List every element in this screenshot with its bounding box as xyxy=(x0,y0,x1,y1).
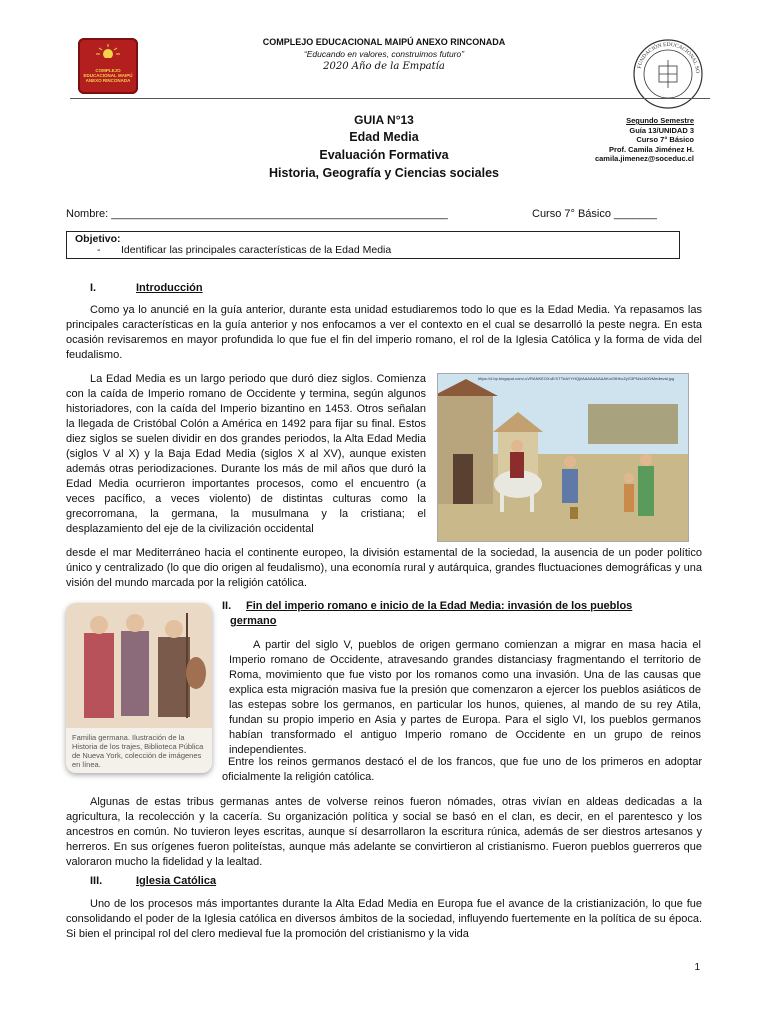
section2-number: II. xyxy=(222,600,232,612)
seal-text: FUNDACIÓN EDUCACIONAL SO xyxy=(636,41,701,74)
section1-number: I. xyxy=(90,282,97,294)
section3-paragraph1: Uno de los procesos más importantes durante la Alta Edad Media en Europa fue el avance de la cristianización, lo que fue consolidando el poder de la Iglesia católica en diversos ámbitos de la sociedad, influyendo fuertemente en la política de su época. Si bien el principal rol del clero medieval fue la promoción del cristianismo y la vida xyxy=(66,898,702,940)
school-motto: “Educando en valores, construimos futuro” xyxy=(303,49,465,59)
section3-title: Iglesia Católica xyxy=(136,875,217,887)
section2-paragraph1: A partir del siglo V, pueblos de origen germano comienzan a migrar en masa hacia el Imperio romano de Occidente, atravesando grandes distanciasy fragmentando el territorio de Roma, movimiento que fue visto por los romanos como una invasión. Una de las causas que explica esta migración masiva fue la presión que comenzaron a ejercer los pueblos asiáticos de las estepas sobre los germanos, en particular los hunos, quienes, al mando de su rey Atila, fundan su propio imperio en Asia y partes de Europa. Para el siglo VI, los pueblos germanos habían transformado el antiguo Imperio romano de Occidente en un grupo de reinos independientes. xyxy=(229,639,701,756)
name-row xyxy=(66,208,686,220)
section1-paragraph2-start: La Edad Media es un largo periodo que duró diez siglos. Comienza con la caída de Imperio romano de Occidente y termina, según algunos historiadores, con la caída del Imperio bizantino en 1453. Otros señalan la llegada de Cristóbal Colón a América en 1492 para fijar su final. Estos diez siglos se suelen dividir en dos grandes periodos, la Alta Edad Media (siglos V al X) y la Baja Edad Media (siglos X al XV), aunque existen además otras periodizaciones. Durante los más de mil años que duró la Edad Media ocurrieron importantes procesos, como el encuentro (a veces pacífico, a veces violento) de distintas culturas como la grecorromana, la germana, la musulmana y la cristiana; el desplazamiento del eje de la civilización occidental xyxy=(66,373,426,535)
section2-title-line1: Fin del imperio romano e inicio de la Edad Media: invasión de los pueblos xyxy=(246,600,633,612)
school-name: COMPLEJO EDUCACIONAL MAIPÚ ANEXO RINCONADA xyxy=(262,37,506,47)
course: Curso 7° Básico xyxy=(636,135,694,144)
image-url: https://4.bp.blogspot.com/-uVRANKEOXuE/XTTbAYYHQjl/AAAAAAAAAKo/GtHhcZyG3PN/s1600/Medieval.jpg xyxy=(478,376,675,381)
header-divider xyxy=(70,98,710,99)
teacher: Prof. Camila Jiménez H. xyxy=(608,144,694,154)
germanic-family-figure xyxy=(66,603,212,773)
section2-paragraph2: Algunas de estas tribus germanas antes de volverse reinos fueron nómades, otras vivían en aldeas dedicadas a la agricultura, la recolección y la cacería. Su organización política y social se basó en el clan, es decir, en el parentesco y los ancestros en común. No tuvieron leyes escritas, aunque sí desarrollaron la escritura rúnica, además de ser diestros artesanos y herreros. En sus orígenes fueron politeístas, aunque más adelante se convirtieron al cristianismo. Fueron pueblos guerreros que valoraron mucho la fidelidad y la lealtad. xyxy=(66,796,702,868)
section1-paragraph1: Como ya lo anuncié en la guía anterior, durante esta unidad estudiaremos todo lo que es la Edad Media. Ya repasamos las principales características en la guía anterior y nos enfocamos a ver el contexto en el cual se desarrolló la peste negra. En esta ocasión revisaremos en mayor profundida lo que fue el fin del imperio romano, el rol de la Iglesia Católica y la forma de vida del feudalismo. xyxy=(66,304,702,361)
medieval-village-image xyxy=(437,373,689,542)
objective-box xyxy=(66,231,680,259)
course-field[interactable]: Curso 7° Básico _______ xyxy=(532,208,657,220)
section1-title: Introducción xyxy=(136,282,203,294)
name-field[interactable]: Nombre: _______________________________________________________ xyxy=(66,208,448,220)
section1-paragraph2-end: desde el mar Mediterráneo hacia el continente europeo, la división estamental de la sociedad, la ausencia de un poder político único y centralizado (lo que dio origen al feudalismo), una economía rural y autárquica, grandes fluctuaciones demográficas y una visión del mundo marcada por la religión católica. xyxy=(66,547,702,589)
guide-type: Evaluación Formativa xyxy=(319,148,449,162)
guide-number: GUIA N°13 xyxy=(354,113,414,127)
unit: Guía 13/UNIDAD 3 xyxy=(629,125,694,135)
objective-label: Objetivo: xyxy=(75,233,121,245)
year-motto: 2020 Año de la Empatía xyxy=(323,61,445,72)
section2-title-line2: germano xyxy=(230,615,277,627)
figure-caption: Familia germana. Ilustración de la Historia de los trajes, Biblioteca Pública de Nueva York, colección de imágenes en línea. xyxy=(72,733,204,769)
objective-bullet: - xyxy=(97,244,101,256)
email: camila.jimenez@soceduc.cl xyxy=(594,154,694,163)
village-illustration xyxy=(438,374,688,541)
guide-subject: Historia, Geografía y Ciencias sociales xyxy=(269,166,499,180)
section3-number: III. xyxy=(90,875,103,887)
objective-text: Identificar las principales características de la Edad Media xyxy=(121,244,392,256)
semester: Segundo Semestre xyxy=(626,116,694,125)
section2-paragraph1-end: Entre los reinos germanos destacó el de los francos, que fue uno de los primeros en adoptar oficialmente la religión católica. xyxy=(222,756,702,783)
page-number: 1 xyxy=(694,962,700,973)
logo-text: COMPLEJO EDUCACIONAL MAIPÚ ANEXO RINCONADA xyxy=(83,68,133,83)
course-info xyxy=(595,116,694,164)
guide-topic: Edad Media xyxy=(349,130,419,144)
germanic-family-illustration xyxy=(66,603,212,728)
